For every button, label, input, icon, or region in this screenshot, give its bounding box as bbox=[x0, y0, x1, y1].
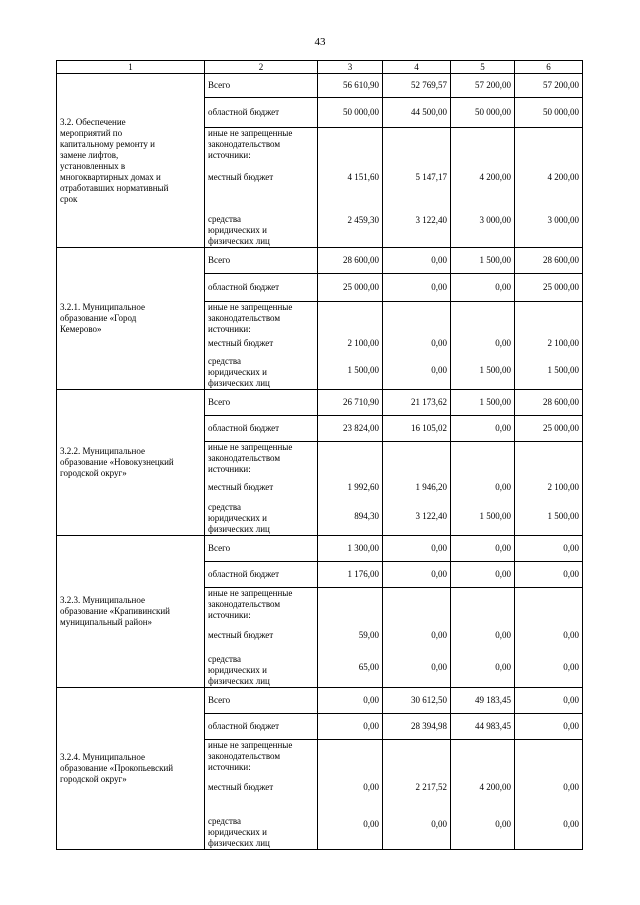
value-cell: 2 217,52 bbox=[383, 773, 451, 801]
source-label bbox=[205, 274, 318, 302]
empty-cell bbox=[451, 739, 515, 773]
value-cell: 0,00 bbox=[515, 773, 583, 801]
source-label-line: физических лиц bbox=[208, 837, 270, 848]
value-cell: 57 200,00 bbox=[515, 74, 583, 98]
source-label-line: областной бюджет bbox=[208, 720, 280, 731]
source-label-line: средства bbox=[208, 653, 242, 664]
value-cell: 3 122,40 bbox=[383, 194, 451, 248]
value-cell: 0,00 bbox=[451, 336, 515, 352]
value-cell: 0,00 bbox=[318, 801, 383, 849]
value-cell: 0,00 bbox=[318, 687, 383, 713]
source-label bbox=[205, 499, 318, 535]
value-cell: 4 200,00 bbox=[451, 162, 515, 194]
section-title-line: городской округ» bbox=[60, 773, 127, 784]
value-cell: 2 459,30 bbox=[318, 194, 383, 248]
source-label-line: физических лиц bbox=[208, 378, 270, 388]
value-cell: 28 600,00 bbox=[318, 248, 383, 274]
value-cell: 25 000,00 bbox=[318, 274, 383, 302]
value-cell: 3 000,00 bbox=[515, 194, 583, 248]
source-label-line: Всего bbox=[208, 542, 231, 553]
empty-cell bbox=[383, 587, 451, 621]
source-label-line: физических лиц bbox=[208, 675, 270, 686]
empty-cell bbox=[318, 587, 383, 621]
section-title-line: 3.2. Обеспечение bbox=[60, 116, 126, 127]
source-label-line: источники: bbox=[208, 150, 251, 160]
row-total bbox=[57, 248, 583, 274]
section-title-line: капитальному ремонту и bbox=[60, 138, 155, 149]
section-title-line: срок bbox=[60, 193, 78, 204]
value-cell: 3 000,00 bbox=[451, 194, 515, 248]
source-label bbox=[205, 587, 318, 621]
header-cell: 2 bbox=[205, 61, 318, 74]
empty-cell bbox=[451, 302, 515, 336]
value-cell: 0,00 bbox=[515, 713, 583, 739]
source-label bbox=[205, 475, 318, 499]
source-label-line: источники: bbox=[208, 324, 251, 334]
empty-cell bbox=[383, 302, 451, 336]
empty-cell bbox=[318, 739, 383, 773]
source-label bbox=[205, 336, 318, 352]
empty-cell bbox=[515, 302, 583, 336]
header-cell: 1 bbox=[57, 61, 205, 74]
source-label-line: источники: bbox=[208, 609, 251, 620]
value-cell: 1 500,00 bbox=[451, 499, 515, 535]
empty-cell bbox=[318, 302, 383, 336]
source-label-line: Всего bbox=[208, 694, 231, 705]
source-label-line: законодательством bbox=[208, 750, 281, 761]
value-cell: 0,00 bbox=[451, 649, 515, 687]
source-label-line: юридических и bbox=[208, 225, 267, 235]
source-label-line: местный бюджет bbox=[208, 172, 274, 182]
value-cell: 1 500,00 bbox=[318, 352, 383, 390]
value-cell: 50 000,00 bbox=[318, 98, 383, 128]
value-cell: 50 000,00 bbox=[451, 98, 515, 128]
value-cell: 2 100,00 bbox=[318, 336, 383, 352]
value-cell: 57 200,00 bbox=[451, 74, 515, 98]
header-cell: 5 bbox=[451, 61, 515, 74]
source-label-line: иные не запрещенные bbox=[208, 442, 293, 452]
source-label bbox=[205, 74, 318, 98]
row-total bbox=[57, 687, 583, 713]
value-cell: 0,00 bbox=[451, 621, 515, 649]
value-cell: 44 500,00 bbox=[383, 98, 451, 128]
value-cell: 1 500,00 bbox=[451, 248, 515, 274]
value-cell: 3 122,40 bbox=[383, 499, 451, 535]
value-cell: 0,00 bbox=[515, 535, 583, 561]
header-row bbox=[57, 61, 583, 74]
section-title-line: 3.2.3. Муниципальное bbox=[60, 594, 145, 605]
source-label-line: законодательством bbox=[208, 139, 281, 149]
row-total bbox=[57, 390, 583, 416]
value-cell: 25 000,00 bbox=[515, 416, 583, 442]
value-cell: 52 769,57 bbox=[383, 74, 451, 98]
empty-cell bbox=[515, 739, 583, 773]
source-label-line: местный бюджет bbox=[208, 629, 274, 640]
source-label-line: областной бюджет bbox=[208, 107, 280, 117]
source-label bbox=[205, 390, 318, 416]
value-cell: 2 100,00 bbox=[515, 336, 583, 352]
header-cell: 6 bbox=[515, 61, 583, 74]
source-label-line: юридических и bbox=[208, 367, 267, 377]
section-title-line: образование «Новокузнецкий bbox=[60, 456, 174, 467]
value-cell: 59,00 bbox=[318, 621, 383, 649]
value-cell: 0,00 bbox=[451, 535, 515, 561]
source-label bbox=[205, 801, 318, 849]
value-cell: 0,00 bbox=[318, 713, 383, 739]
source-label-line: иные не запрещенные bbox=[208, 739, 293, 750]
source-label-line: областной бюджет bbox=[208, 423, 280, 433]
row-total bbox=[57, 74, 583, 98]
value-cell: 1 300,00 bbox=[318, 535, 383, 561]
section-title-line: 3.2.2. Муниципальное bbox=[60, 445, 145, 456]
source-label-line: законодательством bbox=[208, 598, 281, 609]
section-title-line: мероприятий по bbox=[60, 127, 123, 138]
value-cell: 0,00 bbox=[383, 336, 451, 352]
source-label-line: иные не запрещенные bbox=[208, 128, 293, 138]
source-label-line: физических лиц bbox=[208, 523, 270, 534]
section-title-line: Кемерово» bbox=[60, 324, 102, 334]
section-title-line: 3.2.4. Муниципальное bbox=[60, 751, 145, 762]
value-cell: 0,00 bbox=[515, 687, 583, 713]
value-cell: 44 983,45 bbox=[451, 713, 515, 739]
source-label-line: средства bbox=[208, 214, 242, 224]
value-cell: 21 173,62 bbox=[383, 390, 451, 416]
empty-cell bbox=[515, 442, 583, 476]
value-cell: 0,00 bbox=[318, 773, 383, 801]
value-cell: 0,00 bbox=[383, 801, 451, 849]
value-cell: 0,00 bbox=[451, 475, 515, 499]
section-title bbox=[57, 74, 205, 248]
value-cell: 2 100,00 bbox=[515, 475, 583, 499]
value-cell: 0,00 bbox=[515, 649, 583, 687]
value-cell: 0,00 bbox=[383, 352, 451, 390]
source-label-line: юридических и bbox=[208, 826, 267, 837]
source-label-line: законодательством bbox=[208, 453, 281, 463]
value-cell: 50 000,00 bbox=[515, 98, 583, 128]
value-cell: 28 394,98 bbox=[383, 713, 451, 739]
section-title-line: муниципальный район» bbox=[60, 616, 153, 627]
source-label-line: источники: bbox=[208, 464, 251, 474]
header-cell: 4 bbox=[383, 61, 451, 74]
source-label bbox=[205, 162, 318, 194]
value-cell: 28 600,00 bbox=[515, 248, 583, 274]
value-cell: 65,00 bbox=[318, 649, 383, 687]
source-label-line: Всего bbox=[208, 80, 231, 90]
section-title-line: замене лифтов, bbox=[60, 149, 119, 160]
source-label-line: юридических и bbox=[208, 512, 267, 523]
value-cell: 0,00 bbox=[515, 561, 583, 587]
source-label bbox=[205, 773, 318, 801]
source-label-line: областной бюджет bbox=[208, 568, 280, 579]
source-label-line: местный бюджет bbox=[208, 338, 274, 348]
empty-cell bbox=[318, 442, 383, 476]
section-title-line: отработавших нормативный bbox=[60, 182, 169, 193]
source-label-line: Всего bbox=[208, 255, 231, 265]
source-label bbox=[205, 128, 318, 162]
empty-cell bbox=[383, 442, 451, 476]
empty-cell bbox=[318, 128, 383, 162]
section-title-line: образование «Прокопьевский bbox=[60, 762, 174, 773]
value-cell: 0,00 bbox=[383, 274, 451, 302]
header-cell: 3 bbox=[318, 61, 383, 74]
value-cell: 49 183,45 bbox=[451, 687, 515, 713]
value-cell: 28 600,00 bbox=[515, 390, 583, 416]
section-title-line: 3.2.1. Муниципальное bbox=[60, 302, 145, 312]
source-label bbox=[205, 713, 318, 739]
value-cell: 4 200,00 bbox=[515, 162, 583, 194]
source-label-line: источники: bbox=[208, 761, 251, 772]
section-title-line: городской округ» bbox=[60, 467, 127, 478]
value-cell: 0,00 bbox=[383, 561, 451, 587]
budget-table bbox=[56, 60, 583, 850]
value-cell: 1 500,00 bbox=[515, 499, 583, 535]
source-label-line: местный бюджет bbox=[208, 481, 274, 492]
value-cell: 26 710,90 bbox=[318, 390, 383, 416]
source-label-line: средства bbox=[208, 356, 242, 366]
value-cell: 30 612,50 bbox=[383, 687, 451, 713]
source-label-line: юридических и bbox=[208, 664, 267, 675]
source-label-line: областной бюджет bbox=[208, 282, 280, 292]
section-title-line: образование «Город bbox=[60, 313, 137, 323]
value-cell: 16 105,02 bbox=[383, 416, 451, 442]
value-cell: 1 500,00 bbox=[451, 390, 515, 416]
section-title bbox=[57, 248, 205, 390]
row-total bbox=[57, 535, 583, 561]
source-label-line: физических лиц bbox=[208, 236, 270, 246]
value-cell: 0,00 bbox=[383, 535, 451, 561]
value-cell: 0,00 bbox=[451, 561, 515, 587]
empty-cell bbox=[451, 442, 515, 476]
section-title bbox=[57, 535, 205, 687]
value-cell: 0,00 bbox=[383, 621, 451, 649]
source-label bbox=[205, 561, 318, 587]
source-label-line: средства bbox=[208, 501, 242, 512]
source-label bbox=[205, 302, 318, 336]
empty-cell bbox=[515, 128, 583, 162]
source-label-line: законодательством bbox=[208, 313, 281, 323]
source-label bbox=[205, 248, 318, 274]
section-title-line: многоквартирных домах и bbox=[60, 171, 161, 182]
value-cell: 0,00 bbox=[383, 248, 451, 274]
value-cell: 0,00 bbox=[515, 801, 583, 849]
section-title-line: установленных в bbox=[60, 160, 126, 171]
value-cell: 1 176,00 bbox=[318, 561, 383, 587]
value-cell: 0,00 bbox=[383, 649, 451, 687]
value-cell: 56 610,90 bbox=[318, 74, 383, 98]
source-label bbox=[205, 416, 318, 442]
empty-cell bbox=[383, 128, 451, 162]
source-label-line: иные не запрещенные bbox=[208, 587, 293, 598]
value-cell: 4 200,00 bbox=[451, 773, 515, 801]
value-cell: 0,00 bbox=[515, 621, 583, 649]
value-cell: 4 151,60 bbox=[318, 162, 383, 194]
page-number: 43 bbox=[314, 36, 326, 48]
source-label bbox=[205, 687, 318, 713]
value-cell: 1 500,00 bbox=[451, 352, 515, 390]
value-cell: 0,00 bbox=[451, 801, 515, 849]
source-label bbox=[205, 621, 318, 649]
empty-cell bbox=[451, 128, 515, 162]
source-label bbox=[205, 352, 318, 390]
value-cell: 0,00 bbox=[451, 274, 515, 302]
source-label-line: Всего bbox=[208, 397, 231, 407]
source-label bbox=[205, 194, 318, 248]
value-cell: 25 000,00 bbox=[515, 274, 583, 302]
value-cell: 23 824,00 bbox=[318, 416, 383, 442]
empty-cell bbox=[451, 587, 515, 621]
source-label-line: средства bbox=[208, 815, 242, 826]
value-cell: 1 992,60 bbox=[318, 475, 383, 499]
value-cell: 0,00 bbox=[451, 416, 515, 442]
value-cell: 5 147,17 bbox=[383, 162, 451, 194]
value-cell: 894,30 bbox=[318, 499, 383, 535]
source-label-line: иные не запрещенные bbox=[208, 302, 293, 312]
source-label bbox=[205, 535, 318, 561]
value-cell: 1 500,00 bbox=[515, 352, 583, 390]
source-label bbox=[205, 739, 318, 773]
empty-cell bbox=[515, 587, 583, 621]
value-cell: 1 946,20 bbox=[383, 475, 451, 499]
section-title bbox=[57, 390, 205, 536]
source-label-line: местный бюджет bbox=[208, 781, 274, 792]
source-label bbox=[205, 98, 318, 128]
section-title-line: образование «Крапивинский bbox=[60, 605, 170, 616]
empty-cell bbox=[383, 739, 451, 773]
section-title bbox=[57, 687, 205, 849]
source-label bbox=[205, 649, 318, 687]
source-label bbox=[205, 442, 318, 476]
